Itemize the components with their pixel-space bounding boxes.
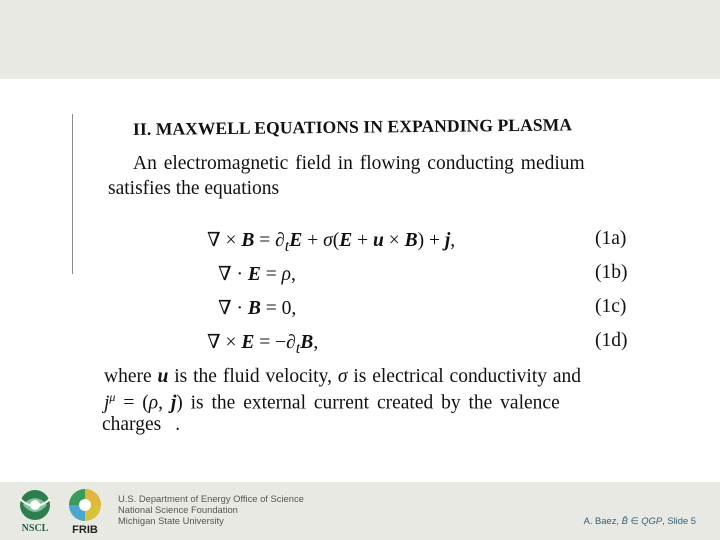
top-band — [0, 0, 720, 79]
slide-number: Slide 5 — [667, 515, 696, 526]
section-title: II. MAXWELL EQUATIONS IN EXPANDING PLASMA — [132, 114, 573, 139]
author-credit: A. Baez, — [583, 515, 620, 526]
nscl-logo-icon — [14, 487, 56, 533]
after-line-2: $j^\mu = (\rho$, j) is the external current created by the valence — [104, 390, 560, 414]
equation-number-1b: (1b) — [595, 262, 628, 283]
funding-agencies — [118, 493, 304, 526]
equation-1c: ∇ · B = 0, — [218, 298, 297, 319]
intro-line-1: An electromagnetic field in flowing conducting medium — [133, 153, 585, 174]
equation-1d: ∇ × $E = -\partial_tB$, — [207, 332, 319, 357]
equation-number-1c: (1c) — [595, 296, 627, 317]
equation-number-1d: (1d) — [595, 330, 628, 351]
nscl-label: NSCL — [21, 523, 49, 533]
footer-band — [0, 482, 720, 540]
funding-line-nsf: National Science Foundation — [118, 504, 238, 515]
after-line-3-text: charges — [102, 414, 162, 435]
funding-line-msu: Michigan State University — [118, 515, 224, 526]
equation-number-1a: (1a) — [595, 228, 627, 249]
after-line-1: where u is the fluid velocity, σ is electrical conductivity and — [104, 366, 582, 387]
slide-credit: A. Baez, B̄ ∈ QGP, Slide 5 — [583, 515, 696, 526]
equation-1a: ∇ × $B = \partial_tE + \sigma(E + u \times B) + j$, — [207, 230, 456, 255]
left-rule — [72, 114, 73, 274]
frib-label: FRIB — [72, 524, 98, 535]
equation-1b: ∇ · E = ρ, — [218, 264, 296, 285]
funding-line-doe: U.S. Department of Energy Office of Science — [118, 493, 304, 504]
frib-logo-icon — [64, 487, 106, 535]
after-line-3: charges . — [102, 414, 181, 435]
intro-line-2: satisfies the equations — [108, 178, 280, 199]
